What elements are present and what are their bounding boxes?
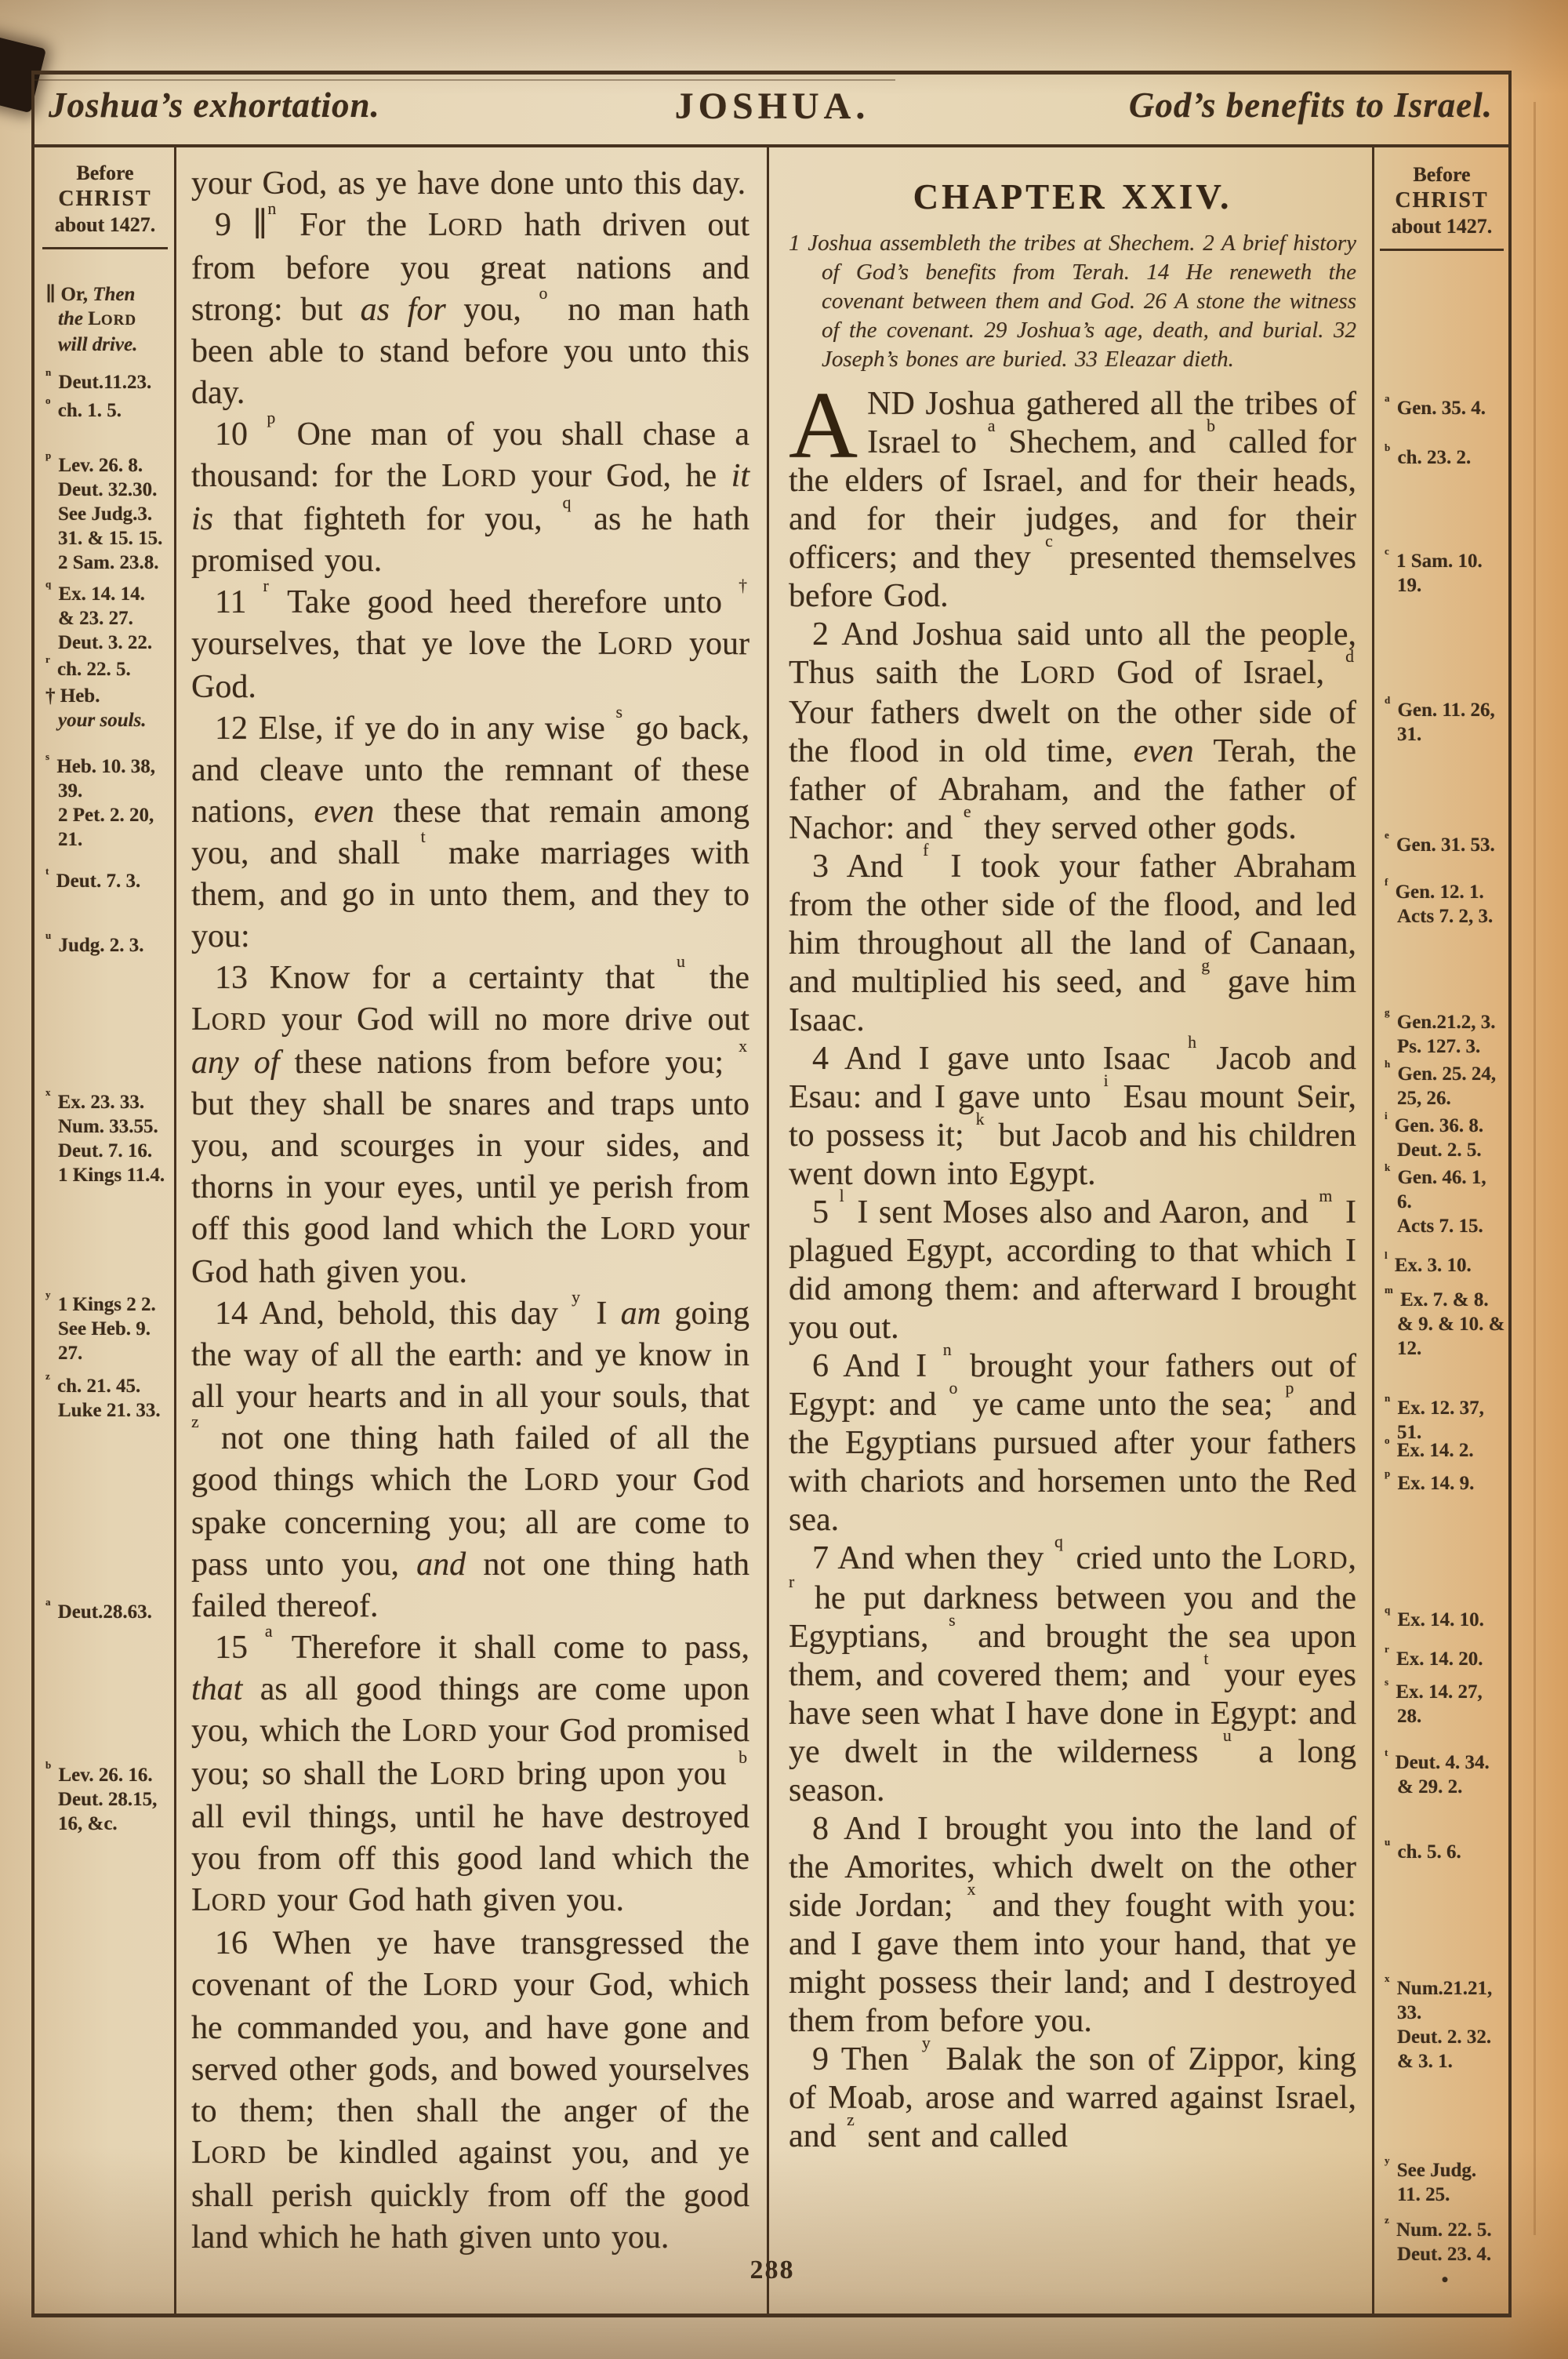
- left-margin-note: $^b$ Lev. 26. 16. Deut. 28.15, 16, &c.: [45, 1758, 158, 1834]
- reference-mark: i: [1103, 1071, 1109, 1090]
- reference-mark: m: [1319, 1187, 1333, 1205]
- verse-paragraph: 5 $^l$ I sent Moses also and Aaron, and $^m$ I plagued Egypt, according to that which I did among them: and afterward I brought you out.: [789, 1187, 1356, 1346]
- lord-smallcaps: LORD: [524, 1462, 600, 1498]
- reference-mark: b: [739, 1748, 747, 1767]
- reference-mark: b: [1385, 441, 1391, 453]
- reference-mark: g: [1201, 956, 1210, 975]
- right-margin-note: $^s$ Ex. 14. 27, 28.: [1385, 1675, 1483, 1727]
- right-margin-note: $^x$ Num.21.21, 33. Deut. 2. 32. & 3. 1.: [1385, 1972, 1493, 2072]
- reference-mark: d: [1385, 693, 1391, 706]
- reference-mark: z: [1385, 2213, 1389, 2226]
- reference-mark: x: [739, 1037, 748, 1056]
- reference-mark: d: [1345, 647, 1354, 666]
- reference-mark: n: [267, 199, 277, 218]
- reference-mark: u: [676, 952, 685, 971]
- lord-smallcaps: LORD: [600, 1211, 676, 1247]
- verse-paragraph: 6 And I $^n$ brought your fathers out of Egypt: and $^o$ ye came unto the sea; $^p$ and the Egyptians pursued after your fathers with chariots and horsemen unto the Red sea.: [789, 1340, 1356, 1538]
- verse-paragraph: 16 When ye have transgressed the covenant of the LORD your God, which he commanded you, and have gone and served other gods, and bowed yourselves to them; then shall the anger of the LORD be kindled against you, and ye shall perish quickly from off the good land which he hath given unto you.: [191, 1925, 750, 2255]
- left-margin-note: † Heb. your souls.: [45, 685, 147, 731]
- chapter-verses: [789, 373, 1357, 2156]
- lord-smallcaps: LORD: [441, 458, 517, 494]
- right-margin-note: $^e$ Gen. 31. 53.: [1385, 828, 1495, 856]
- reference-mark: o: [949, 1379, 958, 1398]
- reference-mark: a: [264, 1622, 273, 1641]
- verse-paragraph: 15 $^a$ Therefore it shall come to pass, that as all good things are come upon you, which the LORD your God promised you; so shall the LORD bring upon you $^b$ all evil things, until he have destroyed you from off this good land which the LORD your God hath given you.: [191, 1622, 750, 1918]
- left-margin-note: $^t$ Deut. 7. 3.: [45, 864, 141, 892]
- reference-mark: u: [1222, 1726, 1232, 1745]
- bottom-border-rule: [33, 2314, 1512, 2317]
- verse-paragraph: 9 Then $^y$ Balak the son of Zippor, king of Moab, arose and warred against Israel, and $^z$ sent and called: [789, 2034, 1356, 2154]
- left-margin-note: $^z$ ch. 21. 45. Luke 21. 33.: [45, 1369, 161, 1421]
- right-margin-note: $^k$ Gen. 46. 1, 6. Acts 7. 15.: [1385, 1161, 1486, 1237]
- left-margin-note: $^a$ Deut.28.63.: [45, 1595, 152, 1623]
- verse-paragraph: 7 And when they $^q$ cried unto the LORD, $^r$ he put darkness between you and the Egyptians, $^s$ and brought the sea upon them, and covered them; and $^t$ your eyes have seen what I have done in Egypt: and ye dwelt in the wilderness $^u$ a long season.: [789, 1532, 1357, 1808]
- bc-line3: about 1427.: [54, 213, 156, 236]
- bc-line2: CHRIST: [1395, 188, 1489, 213]
- reference-mark: c: [1045, 532, 1053, 551]
- right-margin-note: $^g$ Gen.21.2, 3. Ps. 127. 3.: [1385, 1005, 1496, 1057]
- column-rule-center: [767, 147, 769, 2314]
- lord-smallcaps: LORD: [423, 1967, 499, 2003]
- verse-paragraph: 2 And Joshua said unto all the people, Thus saith the LORD God of Israel, $^d$ Your fathers dwelt on the other side of the flood in old time, even Terah, the father of Abraham, and the father of Nachor: and $^e$ they served other gods.: [789, 616, 1357, 846]
- right-margin-references: [1385, 0, 1505, 2359]
- reference-mark: g: [1385, 1005, 1390, 1018]
- reference-mark: x: [45, 1085, 51, 1098]
- page-number: 288: [750, 2255, 795, 2284]
- lord-smallcaps: LORD: [1272, 1540, 1348, 1576]
- reference-mark: c: [1385, 544, 1389, 557]
- reference-mark: z: [847, 2110, 855, 2129]
- verse-paragraph: 14 And, behold, this day $^y$ I am going the way of all the earth: and ye know in all your hearts and in all your souls, that $^z$ not one thing hath failed of all the good things which the LORD your God spake concerning you; all are come to pass unto you, and not one thing hath failed thereof.: [191, 1288, 750, 1624]
- reference-mark: m: [1385, 1283, 1393, 1296]
- running-head-right: God’s benefits to Israel.: [1128, 85, 1493, 125]
- verse-paragraph: 12 Else, if ye do in any wise $^s$ go back, and cleave unto the remnant of these nations, even these that remain among you, and shall $^t$ make marriages with them, and go in unto them, and they to you:: [191, 703, 750, 954]
- reference-mark: e: [1385, 828, 1389, 841]
- right-margin-note: $^o$ Ex. 14. 2.: [1385, 1434, 1474, 1461]
- reference-mark: r: [789, 1572, 795, 1591]
- reference-mark: y: [1385, 2154, 1390, 2166]
- reference-mark: x: [1385, 1972, 1390, 1984]
- left-margin-note: $^s$ Heb. 10. 38, 39. 2 Pet. 2. 20, 21.: [45, 750, 156, 850]
- reference-mark: r: [1385, 1642, 1389, 1655]
- reference-mark: h: [1188, 1033, 1197, 1052]
- page-edge-line: [1534, 102, 1536, 2235]
- verse-paragraph: 10 $^p$ One man of you shall chase a thousand: for the LORD your God, he it is that fighteth for you, $^q$ as he hath promised you.: [191, 409, 750, 579]
- right-margin-note: $^y$ See Judg. 11. 25.: [1385, 2154, 1477, 2205]
- reference-mark: t: [1385, 1746, 1388, 1758]
- verse-paragraph: 3 And $^f$ I took your father Abraham from the other side of the flood, and led him throughout all the land of Canaan, and multiplied his seed, and $^g$ gave him Isaac.: [789, 841, 1357, 1038]
- reference-mark: p: [1285, 1379, 1294, 1398]
- reference-mark: y: [572, 1288, 581, 1307]
- bc-line1: Before: [76, 162, 134, 184]
- right-margin-note: $^t$ Deut. 4. 34. & 29. 2.: [1385, 1746, 1490, 1797]
- drop-cap: A: [789, 373, 858, 478]
- reference-mark: l: [839, 1187, 844, 1205]
- lord-smallcaps: LORD: [430, 1756, 506, 1792]
- left-text-column: [191, 163, 750, 2259]
- reference-mark: u: [45, 929, 52, 941]
- reference-mark: p: [45, 449, 52, 461]
- running-head-center: JOSHUA.: [674, 85, 870, 127]
- reference-mark: i: [1385, 1109, 1388, 1121]
- reference-mark: †: [739, 576, 747, 595]
- reference-mark: b: [1207, 416, 1216, 435]
- reference-mark: a: [1385, 391, 1390, 404]
- header-rule: [33, 144, 1512, 147]
- reference-mark: r: [263, 576, 269, 595]
- running-head-left: Joshua’s exhortation.: [49, 85, 380, 125]
- reference-mark: q: [1385, 1603, 1391, 1616]
- bc-line2: CHRIST: [58, 187, 152, 211]
- reference-mark: s: [949, 1611, 956, 1630]
- left-margin-note: $^n$ Deut.11.23.: [45, 365, 152, 393]
- reference-mark: k: [1385, 1161, 1391, 1173]
- right-margin-note: $^b$ ch. 23. 2.: [1385, 441, 1472, 468]
- reference-mark: t: [1203, 1649, 1209, 1668]
- top-border-rule: [33, 71, 1512, 75]
- reference-mark: o: [539, 284, 548, 303]
- reference-mark: r: [45, 652, 50, 665]
- reference-mark: e: [963, 802, 971, 821]
- right-margin-note: $^a$ Gen. 35. 4.: [1385, 391, 1486, 419]
- left-margin-references: [45, 0, 171, 2359]
- reference-mark: z: [45, 1369, 50, 1382]
- verse-paragraph: your God, as ye have done unto this day.: [191, 165, 746, 202]
- reference-mark: s: [45, 750, 50, 762]
- reference-mark: y: [45, 1288, 51, 1300]
- lord-smallcaps: LORD: [191, 1001, 267, 1038]
- lord-smallcaps: LORD: [88, 308, 137, 329]
- reference-mark: z: [191, 1412, 199, 1431]
- right-margin-note: $^m$ Ex. 7. & 8. & 9. & 10. & 12.: [1385, 1283, 1505, 1359]
- right-margin-note: $^r$ Ex. 14. 20.: [1385, 1642, 1483, 1670]
- left-margin-note: ∥ Or, Then the LORD will drive.: [45, 284, 138, 355]
- reference-mark: p: [267, 409, 276, 427]
- left-margin-note: $^o$ ch. 1. 5.: [45, 394, 122, 421]
- reference-mark: y: [921, 2034, 931, 2052]
- reference-mark: n: [45, 365, 52, 378]
- reference-mark: f: [923, 841, 929, 860]
- right-margin-note: $^c$ 1 Sam. 10. 19.: [1385, 544, 1483, 596]
- left-margin-note: $^y$ 1 Kings 2 2. See Heb. 9. 27.: [45, 1288, 156, 1364]
- reference-mark: x: [967, 1880, 976, 1899]
- right-margin-note: $^h$ Gen. 25. 24, 25, 26.: [1385, 1057, 1497, 1109]
- reference-mark: n: [1385, 1391, 1391, 1404]
- right-border-rule: [1508, 71, 1512, 2317]
- verse-paragraph: 13 Know for a certainty that $^u$ the LORD your God will no more drive out any of these nations from before you; $^x$ but they shall be snares and traps unto you, and scourges in your sides, and thorns in your eyes, until ye perish from off this good land which the LORD your God hath given you.: [191, 952, 750, 1290]
- reference-mark: s: [1385, 1675, 1389, 1688]
- left-margin-note: $^u$ Judg. 2. 3.: [45, 929, 144, 956]
- lord-smallcaps: LORD: [1020, 655, 1096, 691]
- right-margin-note: $^u$ ch. 5. 6.: [1385, 1835, 1461, 1863]
- bc-line3: about 1427.: [1391, 215, 1493, 238]
- lord-smallcaps: LORD: [191, 1882, 267, 1918]
- reference-mark: b: [45, 1758, 52, 1771]
- left-margin-note: $^r$ ch. 22. 5.: [45, 652, 131, 680]
- reference-mark: p: [1385, 1467, 1391, 1479]
- right-margin-note: $^i$ Gen. 36. 8. Deut. 2. 5.: [1385, 1109, 1484, 1161]
- column-rule-left: [174, 147, 176, 2314]
- reference-mark: u: [1385, 1835, 1391, 1848]
- reference-mark: o: [1385, 1434, 1390, 1446]
- right-margin-note: •: [1441, 2270, 1449, 2291]
- left-margin-note: $^q$ Ex. 14. 14. & 23. 27. Deut. 3. 22.: [45, 577, 153, 653]
- right-margin-note: $^z$ Num. 22. 5. Deut. 23. 4.: [1385, 2213, 1492, 2265]
- left-border-rule: [31, 71, 34, 2317]
- lord-smallcaps: LORD: [191, 2135, 267, 2171]
- lord-smallcaps: LORD: [401, 1713, 477, 1749]
- right-margin-note: $^n$ Ex. 12. 37, 51.: [1385, 1391, 1484, 1443]
- left-margin-note: $^p$ Lev. 26. 8. Deut. 32.30. See Judg.3. 31. & 15. 15. 2 Sam. 23.8.: [45, 449, 163, 573]
- reference-mark: t: [45, 864, 49, 877]
- verse-paragraph: 8 And I brought you into the land of the Amorites, which dwelt on the other side Jordan; $^x$ and they fought with you: and I gave them into your hand, that ye might possess their land; and I destroyed them from before you.: [789, 1811, 1357, 2039]
- right-margin-note: $^q$ Ex. 14. 10.: [1385, 1603, 1484, 1630]
- left-margin-note: $^x$ Ex. 23. 33. Num. 33.55. Deut. 7. 16. 1 Kings 11.4.: [45, 1085, 165, 1186]
- right-margin-note: $^l$ Ex. 3. 10.: [1385, 1249, 1472, 1276]
- verse-paragraph: 4 And I gave unto Isaac $^h$ Jacob and Esau: and I gave unto $^i$ Esau mount Seir, to possess it; $^k$ but Jacob and his children went down into Egypt.: [789, 1033, 1357, 1192]
- reference-mark: h: [1385, 1057, 1391, 1070]
- lord-smallcaps: LORD: [597, 626, 673, 662]
- reference-mark: q: [1054, 1532, 1063, 1551]
- reference-mark: q: [562, 493, 572, 512]
- chapter-summary: 1 Joshua assembleth the tribes at Shechem. 2 A brief history of God’s benefits from Terah. 14 He reneweth the covenant between them and God. 26 A stone the witness of the covenant. 29 Joshua’s age, death, and burial. 32 Joseph’s bones are buried. 33 Eleazar dieth.: [789, 231, 1357, 372]
- reference-mark: t: [420, 827, 426, 846]
- reference-mark: a: [45, 1595, 51, 1608]
- column-rule-right: [1372, 147, 1374, 2314]
- right-margin-note: $^p$ Ex. 14. 9.: [1385, 1467, 1475, 1494]
- reference-mark: k: [975, 1110, 985, 1129]
- reference-mark: o: [45, 394, 51, 406]
- chapter-heading: CHAPTER XXIV.: [913, 177, 1232, 216]
- reference-mark: n: [942, 1340, 952, 1359]
- right-margin-note: $^f$ Gen. 12. 1. Acts 7. 2, 3.: [1385, 875, 1494, 927]
- verse-paragraph: AND Joshua gathered all the tribes of Israel to $^a$ Shechem, and $^b$ called for the elders of Israel, and for their heads, and for their judges, and for their officers; and they $^c$ presented themselves before God.: [789, 373, 1356, 614]
- reference-mark: a: [987, 416, 996, 435]
- verse-paragraph: 9 ∥$^n$ For the LORD hath driven out from before you great nations and strong: but as for you, $^o$ no man hath been able to stand before you unto this day.: [191, 199, 750, 411]
- reference-mark: q: [45, 577, 52, 590]
- reference-mark: f: [1385, 875, 1388, 888]
- reference-mark: s: [615, 703, 622, 722]
- center-text-column: [789, 167, 1356, 2156]
- verse-paragraph: 11 $^r$ Take good heed therefore unto † yourselves, that ye love the LORD your God.: [191, 576, 750, 705]
- lord-smallcaps: LORD: [427, 207, 503, 243]
- bc-line1: Before: [1413, 163, 1471, 186]
- right-margin-note: $^d$ Gen. 11. 26, 31.: [1385, 693, 1495, 745]
- reference-mark: l: [1385, 1249, 1388, 1261]
